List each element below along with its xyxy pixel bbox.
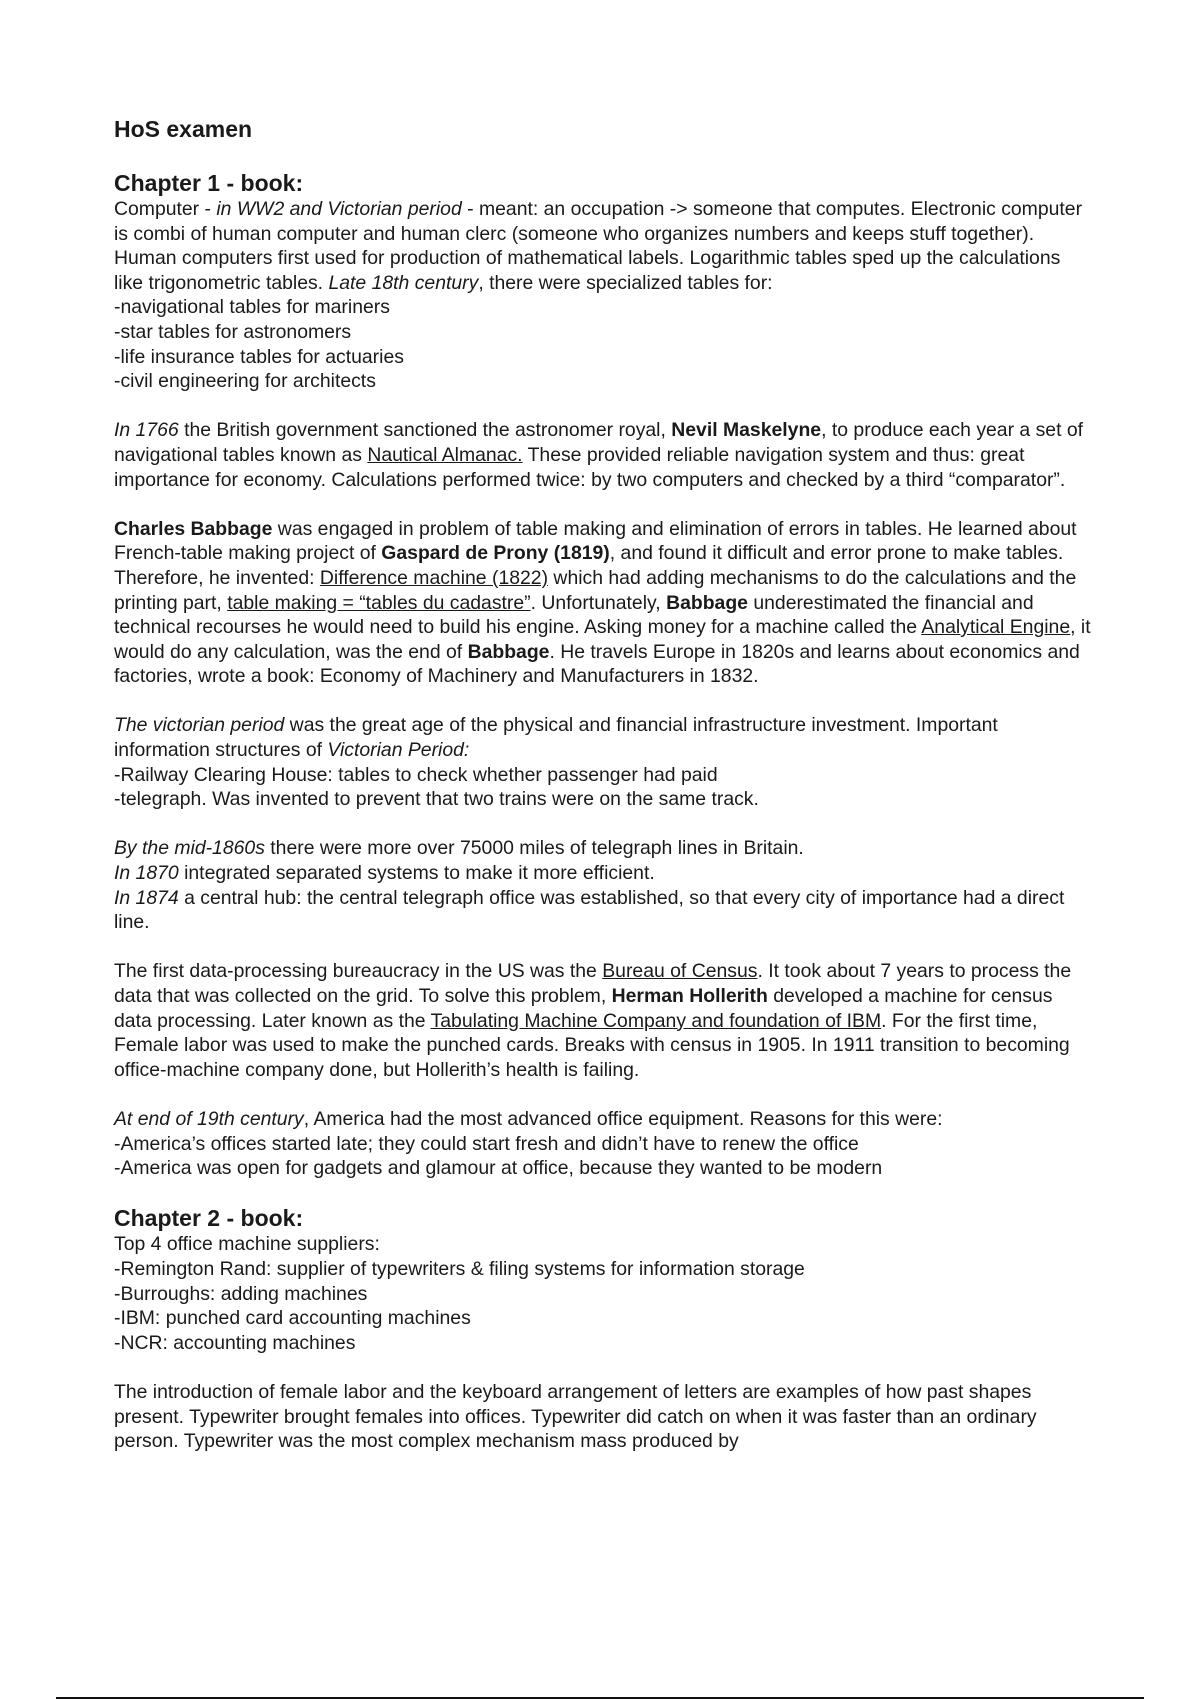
list-item: -America was open for gadgets and glamour at office, because they wanted to be modern <box>114 1157 883 1180</box>
list-item: -Railway Clearing House: tables to check whether passenger had paid <box>114 763 718 786</box>
babbage-section <box>114 517 1094 689</box>
list-item: -telegraph. Was invented to prevent that two trains were on the same track. <box>114 788 759 811</box>
list-item: -life insurance tables for actuaries <box>114 345 404 368</box>
list-item: -navigational tables for mariners <box>114 296 390 319</box>
america-section <box>114 1107 1094 1181</box>
list-item: -civil engineering for architects <box>114 370 376 393</box>
suppliers-intro: Top 4 office machine suppliers: <box>114 1233 380 1256</box>
page-bottom-divider <box>56 1697 1144 1699</box>
victorian-section <box>114 713 1094 811</box>
america-paragraph: At end of 19th century, America had the most advanced office equipment. Reasons for this were: <box>114 1107 943 1130</box>
document-page <box>114 114 1094 1478</box>
suppliers-section <box>114 1232 1094 1355</box>
census-section <box>114 959 1094 1082</box>
telegraph-section <box>114 836 1094 934</box>
telegraph-line-2: In 1870 integrated separated systems to make it more efficient. <box>114 862 655 885</box>
typewriter-section <box>114 1380 1094 1454</box>
list-item: -star tables for astronomers <box>114 320 352 343</box>
telegraph-line-1: By the mid-1860s there were more over 75000 miles of telegraph lines in Britain. <box>114 837 804 860</box>
typewriter-paragraph: The introduction of female labor and the keyboard arrangement of letters are examples of how past shapes present. Typewriter brought females into offices. Typewriter did catch on when it was faster than an ordinary person. Typewriter was the most complex mechanism mass produced by <box>114 1380 1037 1453</box>
list-item: -America’s offices started late; they could start fresh and didn’t have to renew the office <box>114 1132 859 1155</box>
babbage-paragraph: Charles Babbage was engaged in problem of table making and elimination of errors in tables. He learned about French-table making project of Gaspard de Prony (1819), and found it difficult and error prone to make tables. Therefore, he invented: Difference machine (1822) which had adding mechanisms to do the calculations and the printing part, table making = “tables du cadastre”. Unfortunately, Babbage underestimated the financial and technical recourses he would need to build his engine. Asking money for a machine called the Analytical Engine, it would do any calculation, was the end of Babbage. He travels Europe in 1820s and learns about economics and factories, wrote a book: Economy of Machinery and Manufacturers in 1832. <box>114 517 1091 688</box>
computer-intro-section <box>114 197 1094 394</box>
document-title: HoS examen <box>114 116 253 142</box>
chapter-2-heading: Chapter 2 - book: <box>114 1205 304 1232</box>
census-paragraph: The first data-processing bureaucracy in the US was the Bureau of Census. It took about 7 years to process the data that was collected on the grid. To solve this problem, Herman Hollerith developed a machine for census data processing. Later known as the Tabulating Machine Company and foundation of IBM. For the first time, Female labor was used to make the punched cards. Breaks with census in 1905. In 1911 transition to becoming office-machine company done, but Hollerith’s health is failing. <box>114 960 1072 1081</box>
victorian-paragraph: The victorian period was the great age of the physical and financial infrastructure investment. Important information structures of Victorian Period: <box>114 714 998 762</box>
list-item: -NCR: accounting machines <box>114 1331 356 1354</box>
maskelyne-section <box>114 418 1094 492</box>
chapter-1-heading: Chapter 1 - book: <box>114 170 304 196</box>
maskelyne-paragraph: In 1766 the British government sanctioned the astronomer royal, Nevil Maskelyne, to produce each year a set of navigational tables known as Nautical Almanac. These provided reliable navigation system and thus: great importance for economy. Calculations performed twice: by two computers and checked by a third “comparator”. <box>114 419 1084 491</box>
list-item: -Remington Rand: supplier of typewriters & filing systems for information storage <box>114 1257 805 1280</box>
list-item: -Burroughs: adding machines <box>114 1282 368 1305</box>
telegraph-line-3: In 1874 a central hub: the central telegraph office was established, so that every city of importance had a direct line. <box>114 886 1065 934</box>
list-item: -IBM: punched card accounting machines <box>114 1307 471 1330</box>
suppliers-list <box>114 1257 1094 1355</box>
specialized-tables-list <box>114 295 1094 393</box>
computer-intro-paragraph: Computer - in WW2 and Victorian period - meant: an occupation -> someone that computes. Electronic computer is combi of human computer and human clerc (someone who organizes numbers and keeps stuff together). Human computers first used for production of mathematical labels. Logarithmic tables sped up the calculations like trigonometric tables. Late 18th century, there were specialized tables for: <box>114 198 1083 294</box>
america-reasons-list <box>114 1132 1094 1181</box>
information-structures-list <box>114 763 1094 812</box>
